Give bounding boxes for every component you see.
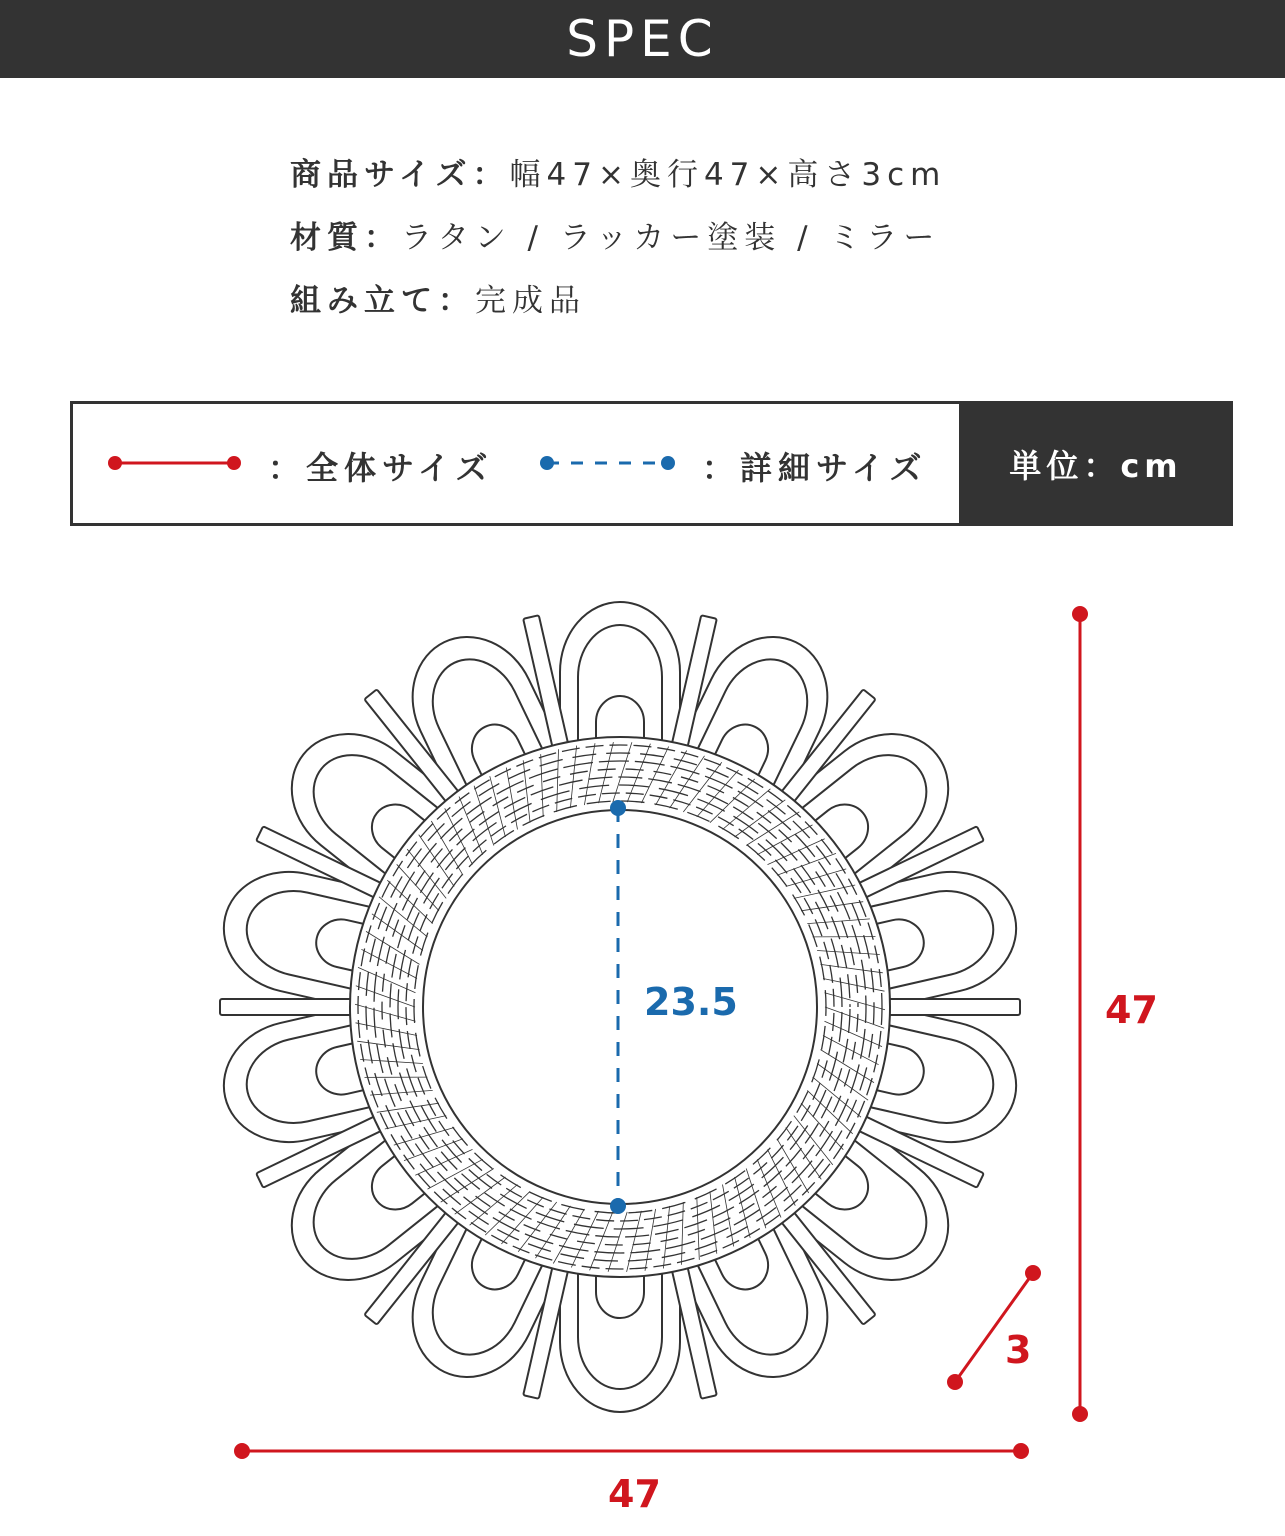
- spec-value: 完成品: [475, 283, 586, 319]
- mirror-diameter-label: 23.5: [644, 980, 738, 1024]
- rattan-stick: [870, 999, 1020, 1015]
- woven-frame: [350, 737, 890, 1277]
- spec-value: ラタン / ラッカー塗装 / ミラー: [401, 220, 941, 256]
- spec-value: 幅47×奥行47×高さ3cm: [509, 157, 947, 193]
- overall-size-label: ：全体サイズ: [268, 449, 494, 487]
- header-title: SPEC: [566, 10, 719, 68]
- rattan-stick: [220, 999, 370, 1015]
- spec-label: 材質：: [290, 220, 401, 256]
- spec-label: 組み立て：: [290, 283, 475, 319]
- depth-label: 3: [1005, 1328, 1032, 1372]
- width-label: 47: [608, 1472, 661, 1516]
- height-dimension-line: [1072, 606, 1088, 1422]
- height-label: 47: [1105, 988, 1158, 1032]
- detail-size-label: ：詳細サイズ: [702, 449, 928, 487]
- width-dimension-line: [234, 1443, 1029, 1459]
- spec-label: 商品サイズ：: [290, 157, 510, 193]
- unit-label: 単位：cm: [1009, 446, 1183, 485]
- mirror-glass: [423, 810, 817, 1204]
